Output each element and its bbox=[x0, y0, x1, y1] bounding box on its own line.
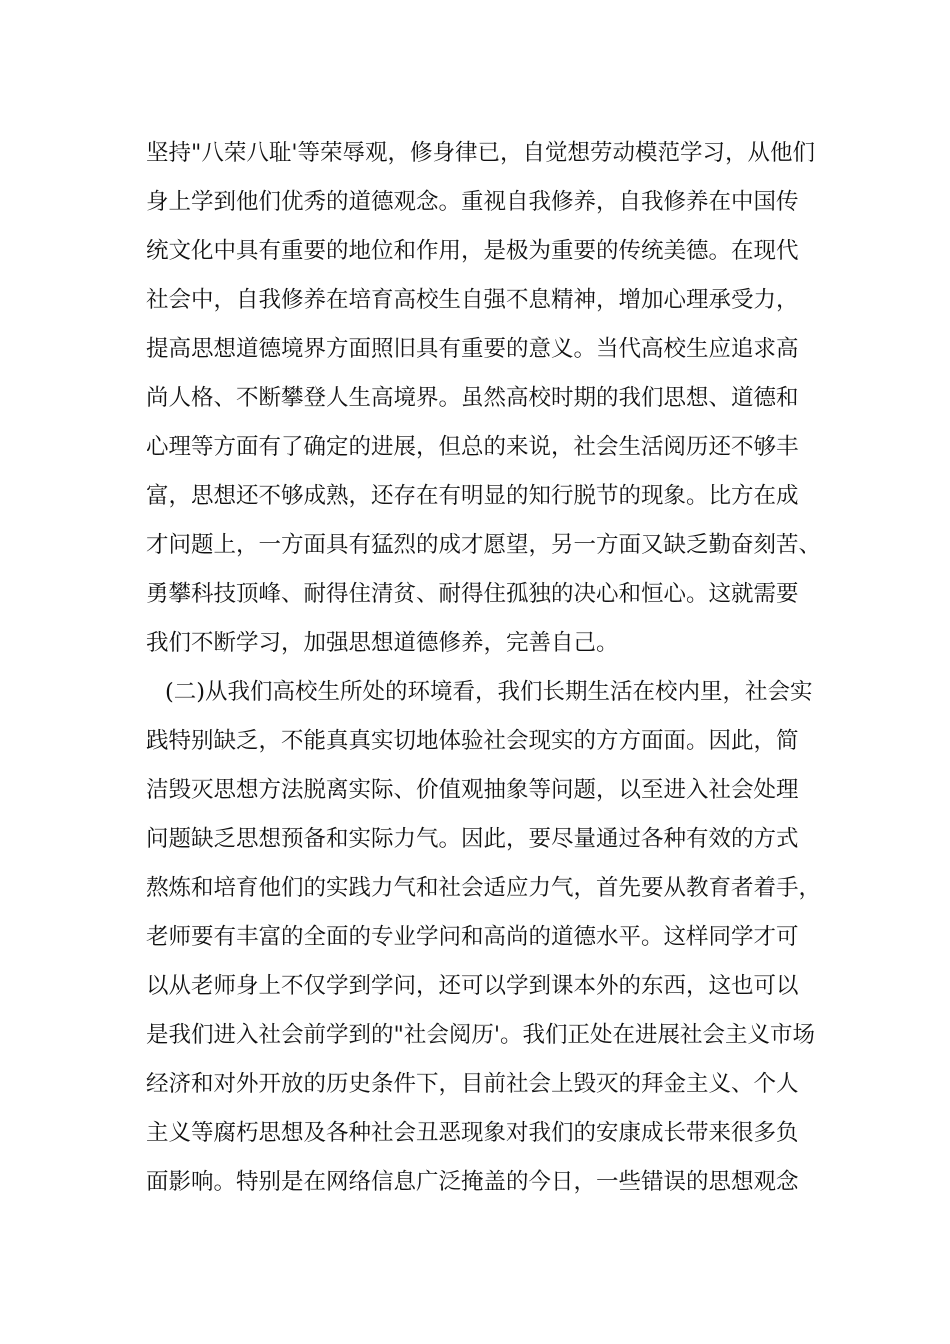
text-line: 心理等方面有了确定的进展，但总的来说，社会生活阅历还不够丰 bbox=[146, 434, 799, 460]
text-line: 身上学到他们优秀的道德观念。重视自我修养，自我修养在中国传 bbox=[146, 189, 799, 215]
text-line: 践特别缺乏，不能真真实切地体验社会现实的方方面面。因此，简 bbox=[146, 728, 799, 754]
text-line: 老师要有丰富的全面的专业学问和高尚的道德水平。这样同学才可 bbox=[146, 924, 799, 950]
text-line: 是我们进入社会前学到的"社会阅历'。我们正处在进展社会主义市场 bbox=[146, 1022, 816, 1048]
paragraph-start-line: (二)从我们高校生所处的环境看，我们长期生活在校内里，社会实 bbox=[165, 679, 813, 705]
text-line: 社会中，自我修养在培育高校生自强不息精神，增加心理承受力， bbox=[146, 287, 799, 313]
body-text bbox=[146, 129, 846, 1207]
text-line: 以从老师身上不仅学到学问，还可以学到课本外的东西，这也可以 bbox=[146, 973, 799, 999]
text-line: 才问题上，一方面具有猛烈的成才愿望，另一方面又缺乏勤奋刻苦、 bbox=[146, 532, 822, 558]
text-line: 经济和对外开放的历史条件下，目前社会上毁灭的拜金主义、个人 bbox=[146, 1071, 799, 1097]
text-line: 尚人格、不断攀登人生高境界。虽然高校时期的我们思想、道德和 bbox=[146, 385, 799, 411]
text-line: 主义等腐朽思想及各种社会丑恶现象对我们的安康成长带来很多负 bbox=[146, 1120, 799, 1146]
text-line: 富，思想还不够成熟，还存在有明显的知行脱节的现象。比方在成 bbox=[146, 483, 799, 509]
text-line: 坚持"八荣八耻'等荣辱观，修身律已，自觉想劳动模范学习，从他们 bbox=[146, 140, 816, 166]
text-line: 面影响。特别是在网络信息广泛掩盖的今日，一些错误的思想观念 bbox=[146, 1169, 799, 1195]
text-line: 统文化中具有重要的地位和作用，是极为重要的传统美德。在现代 bbox=[146, 238, 799, 264]
text-line: 问题缺乏思想预备和实际力气。因此，要尽量通过各种有效的方式 bbox=[146, 826, 799, 852]
text-line: 勇攀科技顶峰、耐得住清贫、耐得住孤独的决心和恒心。这就需要 bbox=[146, 581, 799, 607]
text-line: 我们不断学习，加强思想道德修养，完善自己。 bbox=[146, 630, 619, 656]
text-line: 提高思想道德境界方面照旧具有重要的意义。当代高校生应追求高 bbox=[146, 336, 799, 362]
text-line: 熬炼和培育他们的实践力气和社会适应力气，首先要从教育者着手， bbox=[146, 875, 822, 901]
text-line: 洁毁灭思想方法脱离实际、价值观抽象等问题，以至进入社会处理 bbox=[146, 777, 799, 803]
